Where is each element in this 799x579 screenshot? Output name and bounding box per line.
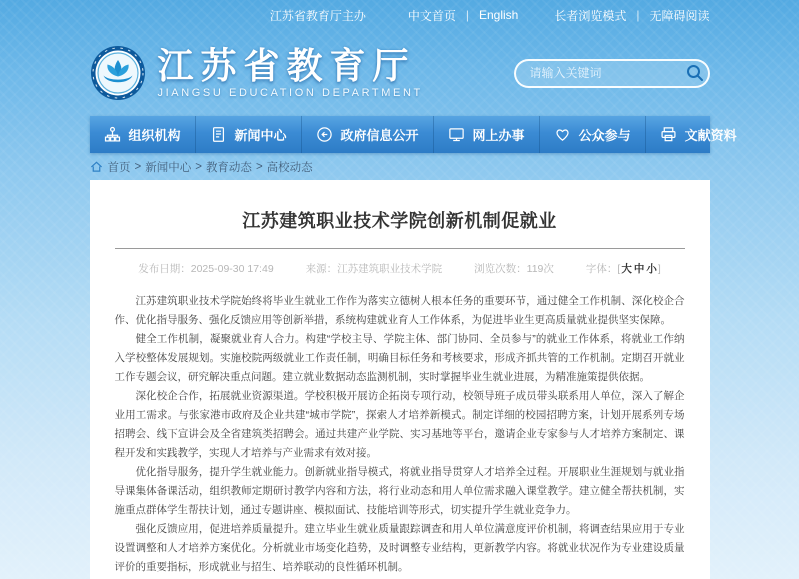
department-logo-icon	[90, 45, 146, 101]
topbar-link-elder-mode[interactable]: 长者浏览模式	[554, 8, 627, 23]
nav-item-news-center[interactable]	[196, 116, 302, 153]
breadcrumb	[0, 153, 799, 180]
article-paragraph: 深化校企合作，拓展就业资源渠道。学校积极开展访企拓岗专项行动，校领导班子成员带头联系用人单位，深入了解企业用工需求。与张家港市政府及企业共建“城市学院”，探索人才培养新模式。制定详细的校园招聘方案，计划开展系列专场招聘会、线下宣讲会及全省建筑类招聘会。通过共建产业学院、实习基地等平台，邀请企业专家参与人才培养方案制定、课程开发和实践教学，实现人才培养与产业需求有效对接。	[114, 390, 685, 459]
site-brand[interactable]	[90, 45, 423, 101]
topbar-link-accessibility[interactable]: 无障碍阅读	[649, 8, 710, 23]
article-meta-bar	[115, 249, 685, 292]
nav-label: 公众参与	[578, 128, 631, 143]
topbar-separator: |	[636, 8, 640, 22]
nav-item-gov-info-disclosure[interactable]	[302, 116, 434, 153]
font-size-small-button[interactable]: 小	[646, 263, 657, 275]
search-icon[interactable]	[685, 63, 705, 83]
article-content-area	[0, 180, 799, 579]
nav-label: 组织机构	[128, 128, 181, 143]
home-icon	[90, 160, 103, 173]
font-size-label: 字体：	[585, 263, 618, 275]
font-size-control	[586, 261, 661, 276]
breadcrumb-separator: >	[195, 160, 202, 173]
main-navigation	[0, 116, 799, 153]
top-utility-bar	[0, 0, 799, 30]
search-box	[514, 59, 710, 88]
nav-label: 政府信息公开	[340, 128, 419, 143]
nav-item-document-resources[interactable]	[646, 116, 751, 153]
nav-label: 文献资料	[684, 128, 737, 143]
bracket-open: [	[617, 263, 621, 275]
article-title: 江苏建筑职业技术学院创新机制促就业	[115, 207, 685, 249]
breadcrumb-college-news[interactable]: 高校动态	[266, 161, 313, 174]
nav-item-organization[interactable]	[90, 116, 196, 153]
view-count: 浏览次数：119次	[474, 263, 554, 275]
search-input[interactable]	[530, 66, 685, 80]
article-source: 来源：江苏建筑职业技术学院	[305, 263, 443, 275]
site-title: 江苏省教育厅	[157, 44, 416, 86]
printer-archive-icon	[660, 126, 677, 143]
breadcrumb-education-news[interactable]: 教育动态	[205, 161, 252, 174]
font-size-medium-button[interactable]: 中	[633, 263, 645, 275]
article-body	[115, 292, 685, 577]
font-size-large-button[interactable]: 大	[621, 263, 632, 275]
breadcrumb-news-center[interactable]: 新闻中心	[145, 161, 192, 174]
nav-label: 网上办事	[472, 128, 525, 143]
nav-item-public-participation[interactable]	[540, 116, 646, 153]
article-paragraph: 优化指导服务，提升学生就业能力。创新就业指导模式，将就业指导贯穿人才培养全过程。开展职业生涯规划与就业指导课集体备课活动，组织教师定期研讨教学内容和方法，将行业动态和用人单位需求融入课堂教学。建立健全帮扶机制，实施重点群体学生帮扶计划，通过专题讲座、模拟面试、技能培训等形式，切实提升学生就业竞争力。	[114, 466, 685, 516]
publish-date: 发布日期：2025-09-30 17:49	[138, 263, 274, 275]
site-header	[0, 30, 799, 116]
nav-label: 新闻中心	[234, 128, 287, 143]
breadcrumb-home[interactable]: 首页	[107, 161, 131, 174]
article-paragraph: 江苏建筑职业技术学院始终将毕业生就业工作作为落实立德树人根本任务的重要环节，通过健全工作机制、深化校企合作、优化指导服务、强化反馈应用等创新举措，系统构建就业育人工作体系，为促进毕业生更高质量就业提供坚实保障。	[114, 295, 685, 326]
info-disclosure-icon	[316, 126, 333, 143]
topbar-host-link[interactable]: 江苏省教育厅主办	[269, 8, 366, 23]
online-service-icon	[448, 126, 465, 143]
breadcrumb-separator: >	[255, 160, 263, 173]
news-doc-icon	[210, 126, 227, 143]
bracket-close: ]	[657, 263, 661, 275]
org-chart-icon	[104, 126, 121, 143]
article-paragraph: 强化反馈应用，促进培养质量提升。建立毕业生就业质量跟踪调查和用人单位满意度评价机制，将调查结果应用于专业设置调整和人才培养方案优化。分析就业市场变化趋势，及时调整专业结构，更新教学内容。将就业状况作为专业建设质量评价的重要指标，形成就业与招生、培养联动的良性循环机制。	[114, 523, 685, 573]
nav-item-online-services[interactable]	[434, 116, 540, 153]
article-paragraph: 健全工作机制，凝聚就业育人合力。构建“学校主导、学院主体、部门协同、全员参与”的就业工作体系，将就业工作纳入学校整体发展规划。实施校院两级就业工作责任制，明确目标任务和考核要求，形成齐抓共管的工作机制。定期召开就业工作专题会议，研究解决重点问题。建立就业数据动态监测机制，实时掌握毕业生就业进展，为精准施策提供依据。	[114, 333, 685, 383]
topbar-link-english[interactable]: English	[478, 8, 519, 22]
topbar-separator: |	[465, 8, 469, 22]
heart-icon	[554, 126, 571, 143]
site-title-english: JIANGSU EDUCATION DEPARTMENT	[157, 87, 423, 100]
breadcrumb-separator: >	[134, 160, 142, 173]
topbar-link-chinese-home[interactable]: 中文首页	[407, 8, 456, 23]
